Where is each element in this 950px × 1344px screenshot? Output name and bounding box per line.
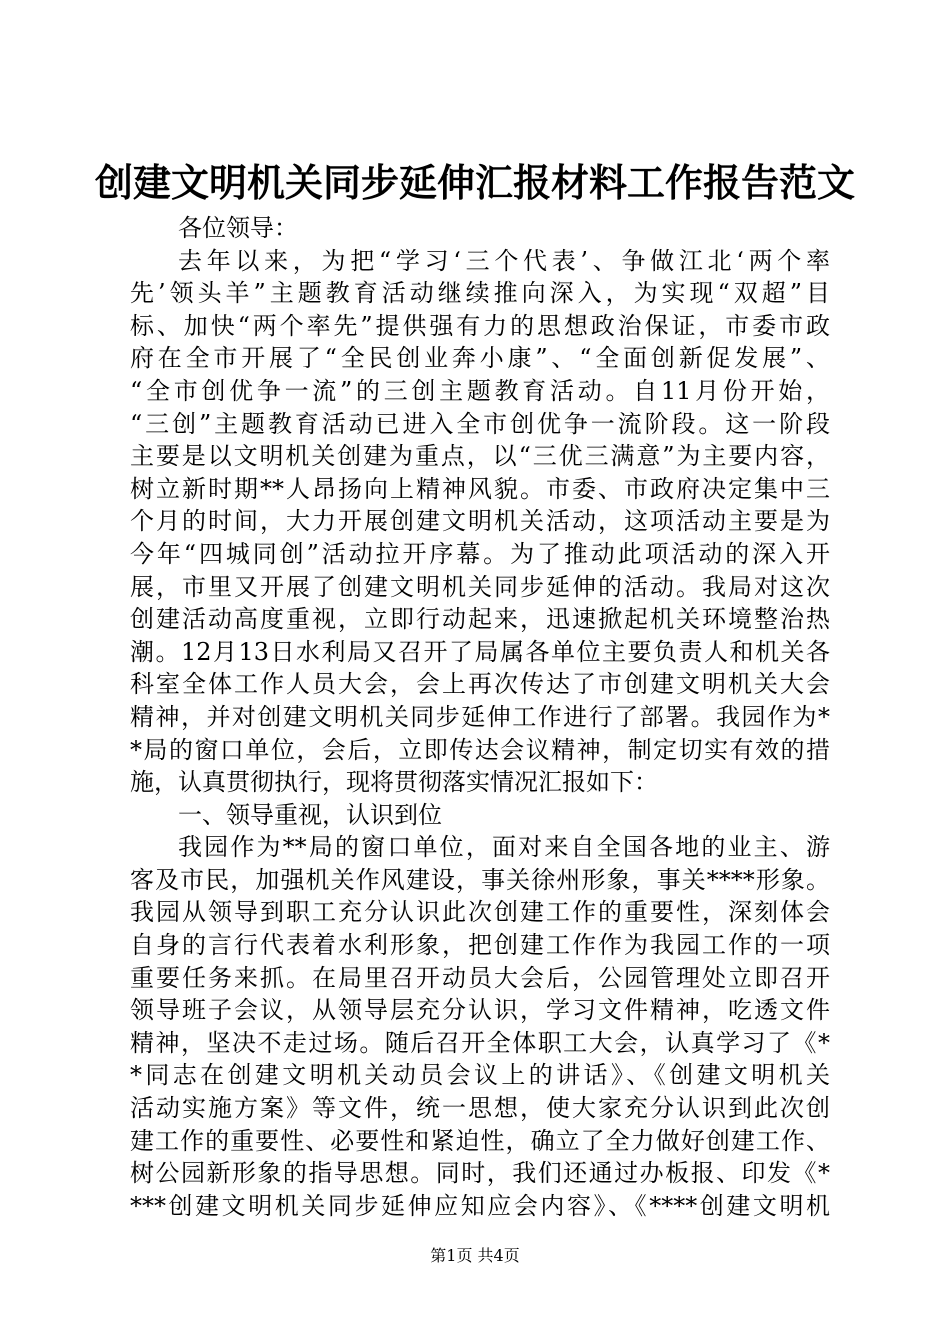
section-heading: 一、领导重视，认识到位	[178, 800, 442, 829]
paragraph-line: 树立新时期**人昂扬向上精神风貌。市委、市政府决定集中三	[130, 474, 830, 503]
paragraph-line: 领导班子会议，从领导层充分认识，学习文件精神，吃透文件	[130, 996, 830, 1025]
paragraph-line: 潮。12月13日水利局又召开了局属各单位主要负责人和机关各	[130, 637, 830, 666]
paragraph-line: “三创”主题教育活动已进入全市创优争一流阶段。这一阶段	[130, 409, 830, 438]
paragraph-line: 标、加快“两个率先”提供强有力的思想政治保证，市委市政	[130, 311, 830, 340]
paragraph-line: 去年以来，为把“学习‘三个代表’、争做江北‘两个率	[178, 246, 830, 275]
paragraph-line: 精神，坚决不走过场。随后召开全体职工大会，认真学习了《*	[130, 1028, 830, 1057]
paragraph-line: *局的窗口单位，会后，立即传达会议精神，制定切实有效的措	[130, 735, 830, 764]
paragraph-line: 先’领头羊”主题教育活动继续推向深入，为实现“双超”目	[130, 279, 830, 308]
salutation-line: 各位领导：	[178, 214, 298, 242]
paragraph-line: 府在全市开展了“全民创业奔小康”、“全面创新促发展”、	[130, 344, 830, 373]
document-title: 创建文明机关同步延伸汇报材料工作报告范文	[94, 160, 855, 205]
paragraph-line: 建工作的重要性、必要性和紧迫性，确立了全力做好创建工作、	[130, 1126, 830, 1155]
paragraph-line: 自身的言行代表着水利形象，把创建工作作为我园工作的一项	[130, 931, 830, 960]
paragraph-line: 客及市民，加强机关作风建设，事关徐州形象，事关****形象。	[130, 865, 830, 894]
page-footer: 第1页 共4页	[430, 1246, 520, 1265]
paragraph-line: “全市创优争一流”的三创主题教育活动。自11月份开始，	[130, 376, 830, 405]
paragraph-line: 我园作为**局的窗口单位，面对来自全国各地的业主、游	[178, 833, 830, 862]
paragraph-line: 展，市里又开展了创建文明机关同步延伸的活动。我局对这次	[130, 572, 830, 601]
paragraph-line: 今年“四城同创”活动拉开序幕。为了推动此项活动的深入开	[130, 539, 830, 568]
paragraph-line: 我园从领导到职工充分认识此次创建工作的重要性，深刻体会	[130, 898, 830, 927]
document-body	[130, 212, 830, 1222]
paragraph-line: 创建活动高度重视，立即行动起来，迅速掀起机关环境整治热	[130, 605, 830, 634]
paragraph-line: 重要任务来抓。在局里召开动员大会后，公园管理处立即召开	[130, 963, 830, 992]
paragraph-line: 施，认真贯彻执行，现将贯彻落实情况汇报如下：	[130, 768, 658, 797]
paragraph-line: 活动实施方案》等文件，统一思想，使大家充分认识到此次创	[130, 1094, 830, 1123]
paragraph-line: *同志在创建文明机关动员会议上的讲话》、《创建文明机关	[130, 1061, 830, 1090]
paragraph-line: 树公园新形象的指导思想。同时，我们还通过办板报、印发《*	[130, 1159, 830, 1188]
paragraph-line: 精神，并对创建文明机关同步延伸工作进行了部署。我园作为*	[130, 702, 830, 731]
paragraph-line: 主要是以文明机关创建为重点，以“三优三满意”为主要内容，	[130, 442, 830, 471]
paragraph-line: 个月的时间，大力开展创建文明机关活动，这项活动主要是为	[130, 507, 830, 536]
paragraph-line: 科室全体工作人员大会，会上再次传达了市创建文明机关大会	[130, 670, 830, 699]
paragraph-line: ***创建文明机关同步延伸应知应会内容》、《****创建文明机	[130, 1191, 830, 1220]
